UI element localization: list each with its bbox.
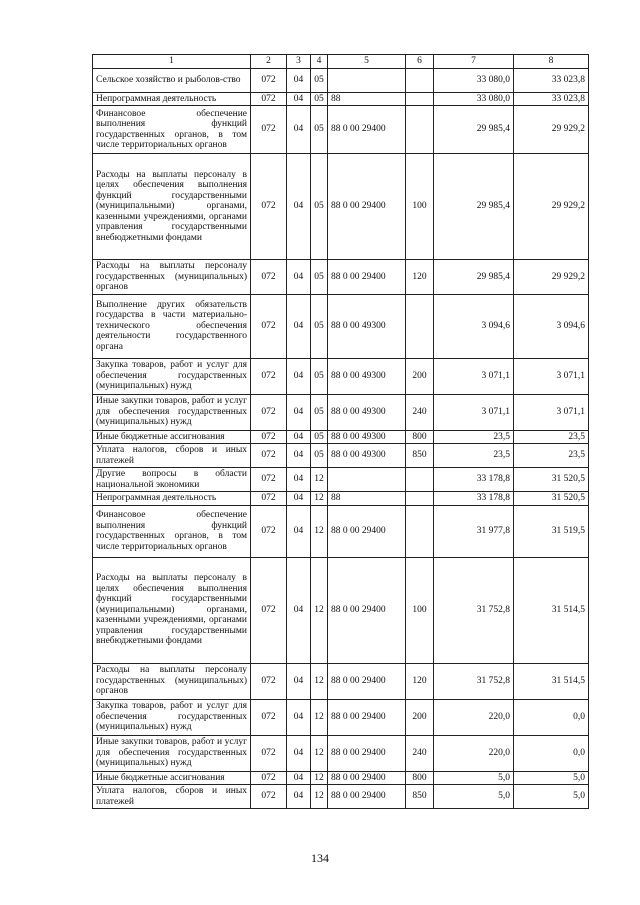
cell-expense-type: [406, 92, 434, 106]
cell-amount-year2: 29 929,2: [514, 260, 589, 295]
cell-target-article: 88 0 00 49300: [328, 394, 406, 430]
cell-amount-year2: 23,5: [514, 444, 589, 468]
header-cell: 2: [251, 55, 287, 69]
table-row: [93, 260, 589, 295]
cell-amount-year1: 5,0: [434, 771, 514, 785]
cell-amount-year1: 23,5: [434, 444, 514, 468]
cell-expense-type: 800: [406, 771, 434, 785]
cell-subsection: 05: [311, 430, 328, 444]
cell-section: 04: [287, 444, 311, 468]
cell-expense-type: 850: [406, 785, 434, 809]
cell-section: 04: [287, 394, 311, 430]
cell-amount-year1: 33 178,8: [434, 468, 514, 492]
budget-table: [92, 54, 589, 809]
cell-expense-type: [406, 294, 434, 358]
cell-admin-code: 072: [251, 444, 287, 468]
cell-expense-type: 120: [406, 260, 434, 295]
cell-admin-code: 072: [251, 557, 287, 663]
table-row: [93, 492, 589, 506]
cell-amount-year2: 3 094,6: [514, 294, 589, 358]
cell-name: Финансовое обеспечение выполнения функций государственных органов, в том числе территориальных органов: [93, 106, 251, 154]
cell-section: 04: [287, 735, 311, 771]
cell-section: 04: [287, 771, 311, 785]
cell-amount-year2: 31 520,5: [514, 492, 589, 506]
table-row: [93, 394, 589, 430]
cell-amount-year1: 3 071,1: [434, 394, 514, 430]
header-cell: 1: [93, 55, 251, 69]
cell-amount-year1: 220,0: [434, 735, 514, 771]
cell-admin-code: 072: [251, 468, 287, 492]
cell-section: 04: [287, 505, 311, 557]
cell-amount-year2: 31 520,5: [514, 468, 589, 492]
cell-expense-type: [406, 68, 434, 92]
cell-target-article: 88 0 00 29400: [328, 663, 406, 699]
cell-amount-year1: 3 071,1: [434, 358, 514, 394]
cell-amount-year1: 29 985,4: [434, 106, 514, 154]
cell-amount-year2: 33 023,8: [514, 68, 589, 92]
cell-subsection: 12: [311, 663, 328, 699]
cell-name: Выполнение других обязательств государства в части материально-технического обеспечения деятельности государственного органа: [93, 294, 251, 358]
table-row: [93, 557, 589, 663]
cell-amount-year1: 3 094,6: [434, 294, 514, 358]
cell-amount-year2: 33 023,8: [514, 92, 589, 106]
cell-amount-year2: 23,5: [514, 430, 589, 444]
table-body: [93, 68, 589, 809]
cell-section: 04: [287, 557, 311, 663]
cell-admin-code: 072: [251, 735, 287, 771]
table-row: [93, 699, 589, 735]
cell-target-article: 88 0 00 29400: [328, 557, 406, 663]
table-row: [93, 735, 589, 771]
cell-amount-year1: 23,5: [434, 430, 514, 444]
cell-expense-type: [406, 106, 434, 154]
cell-admin-code: 072: [251, 358, 287, 394]
header-cell: 8: [514, 55, 589, 69]
cell-target-article: 88: [328, 492, 406, 506]
cell-subsection: 12: [311, 771, 328, 785]
cell-target-article: 88 0 00 29400: [328, 771, 406, 785]
cell-subsection: 12: [311, 699, 328, 735]
cell-subsection: 12: [311, 492, 328, 506]
table-row: [93, 294, 589, 358]
table-row: [93, 430, 589, 444]
cell-target-article: 88 0 00 29400: [328, 505, 406, 557]
table-row: [93, 106, 589, 154]
cell-admin-code: 072: [251, 260, 287, 295]
cell-admin-code: 072: [251, 394, 287, 430]
header-cell: 7: [434, 55, 514, 69]
cell-expense-type: [406, 468, 434, 492]
cell-amount-year1: 5,0: [434, 785, 514, 809]
cell-expense-type: 850: [406, 444, 434, 468]
cell-name: Сельское хозяйство и рыболов-ство: [93, 68, 251, 92]
cell-section: 04: [287, 154, 311, 260]
cell-target-article: 88 0 00 29400: [328, 260, 406, 295]
page-number: 134: [311, 851, 329, 865]
table-row: [93, 68, 589, 92]
cell-section: 04: [287, 430, 311, 444]
cell-admin-code: 072: [251, 154, 287, 260]
cell-subsection: 12: [311, 557, 328, 663]
cell-admin-code: 072: [251, 430, 287, 444]
cell-admin-code: 072: [251, 106, 287, 154]
cell-amount-year2: 31 514,5: [514, 663, 589, 699]
cell-amount-year2: 29 929,2: [514, 154, 589, 260]
cell-subsection: 12: [311, 735, 328, 771]
cell-target-article: 88 0 00 29400: [328, 735, 406, 771]
cell-section: 04: [287, 106, 311, 154]
cell-target-article: 88 0 00 49300: [328, 294, 406, 358]
cell-name: Иные бюджетные ассигнования: [93, 430, 251, 444]
cell-amount-year1: 31 752,8: [434, 557, 514, 663]
cell-amount-year2: 29 929,2: [514, 106, 589, 154]
cell-section: 04: [287, 260, 311, 295]
cell-amount-year1: 33 080,0: [434, 68, 514, 92]
cell-amount-year2: 5,0: [514, 785, 589, 809]
cell-subsection: 05: [311, 444, 328, 468]
cell-name: Другие вопросы в области национальной экономики: [93, 468, 251, 492]
cell-target-article: [328, 468, 406, 492]
cell-expense-type: [406, 492, 434, 506]
cell-amount-year1: 29 985,4: [434, 260, 514, 295]
cell-amount-year1: 220,0: [434, 699, 514, 735]
cell-amount-year2: 31 514,5: [514, 557, 589, 663]
cell-admin-code: 072: [251, 785, 287, 809]
cell-amount-year2: 31 519,5: [514, 505, 589, 557]
cell-subsection: 05: [311, 358, 328, 394]
cell-target-article: 88 0 00 29400: [328, 699, 406, 735]
cell-section: 04: [287, 699, 311, 735]
cell-subsection: 05: [311, 294, 328, 358]
cell-name: Расходы на выплаты персоналу государственных (муниципальных) органов: [93, 260, 251, 295]
cell-amount-year2: 3 071,1: [514, 358, 589, 394]
table-row: [93, 444, 589, 468]
cell-admin-code: 072: [251, 492, 287, 506]
table-row: [93, 505, 589, 557]
cell-name: Расходы на выплаты персоналу государственных (муниципальных) органов: [93, 663, 251, 699]
cell-name: Закупка товаров, работ и услуг для обеспечения государственных (муниципальных) нужд: [93, 699, 251, 735]
cell-expense-type: 200: [406, 358, 434, 394]
cell-section: 04: [287, 294, 311, 358]
cell-amount-year2: 0,0: [514, 735, 589, 771]
header-cell: 5: [328, 55, 406, 69]
header-row: [93, 55, 589, 69]
cell-admin-code: 072: [251, 505, 287, 557]
cell-name: Непрограммная деятельность: [93, 492, 251, 506]
cell-target-article: 88 0 00 49300: [328, 444, 406, 468]
cell-admin-code: 072: [251, 68, 287, 92]
cell-name: Финансовое обеспечение выполнения функций государственных органов, в том числе территориальных органов: [93, 505, 251, 557]
cell-section: 04: [287, 68, 311, 92]
table-row: [93, 785, 589, 809]
table-row: [93, 154, 589, 260]
table-row: [93, 771, 589, 785]
cell-target-article: 88 0 00 29400: [328, 106, 406, 154]
cell-expense-type: 200: [406, 699, 434, 735]
header-cell: 3: [287, 55, 311, 69]
cell-amount-year1: 29 985,4: [434, 154, 514, 260]
cell-amount-year2: 3 071,1: [514, 394, 589, 430]
cell-section: 04: [287, 468, 311, 492]
cell-name: Иные закупки товаров, работ и услуг для обеспечения государственных (муниципальных) нужд: [93, 394, 251, 430]
cell-subsection: 05: [311, 260, 328, 295]
cell-name: Непрограммная деятельность: [93, 92, 251, 106]
table-row: [93, 92, 589, 106]
cell-expense-type: [406, 505, 434, 557]
cell-name: Иные бюджетные ассигнования: [93, 771, 251, 785]
cell-section: 04: [287, 492, 311, 506]
table-row: [93, 358, 589, 394]
table-row: [93, 663, 589, 699]
cell-admin-code: 072: [251, 699, 287, 735]
cell-target-article: 88 0 00 29400: [328, 154, 406, 260]
cell-admin-code: 072: [251, 771, 287, 785]
cell-target-article: 88 0 00 49300: [328, 358, 406, 394]
cell-amount-year1: 31 752,8: [434, 663, 514, 699]
cell-admin-code: 072: [251, 92, 287, 106]
cell-name: Расходы на выплаты персоналу в целях обеспечения выполнения функций государственными (муниципальными) органами, казенными учреждениями, органами управления государственными внебюджетными фондами: [93, 557, 251, 663]
cell-amount-year2: 0,0: [514, 699, 589, 735]
cell-target-article: 88 0 00 29400: [328, 785, 406, 809]
cell-amount-year2: 5,0: [514, 771, 589, 785]
cell-name: Уплата налогов, сборов и иных платежей: [93, 444, 251, 468]
cell-name: Уплата налогов, сборов и иных платежей: [93, 785, 251, 809]
cell-subsection: 05: [311, 394, 328, 430]
cell-subsection: 12: [311, 505, 328, 557]
cell-section: 04: [287, 785, 311, 809]
cell-name: Расходы на выплаты персоналу в целях обеспечения выполнения функций государственными (муниципальными) органами, казенными учреждениями, органами управления государственными внебюджетными фондами: [93, 154, 251, 260]
cell-amount-year1: 33 080,0: [434, 92, 514, 106]
cell-expense-type: 240: [406, 735, 434, 771]
cell-target-article: 88 0 00 49300: [328, 430, 406, 444]
cell-subsection: 05: [311, 106, 328, 154]
cell-amount-year1: 33 178,8: [434, 492, 514, 506]
table-row: [93, 468, 589, 492]
header-cell: 6: [406, 55, 434, 69]
cell-section: 04: [287, 358, 311, 394]
header-cell: 4: [311, 55, 328, 69]
cell-subsection: 12: [311, 785, 328, 809]
cell-subsection: 05: [311, 68, 328, 92]
cell-expense-type: 100: [406, 557, 434, 663]
cell-subsection: 05: [311, 92, 328, 106]
cell-section: 04: [287, 92, 311, 106]
cell-name: Закупка товаров, работ и услуг для обеспечения государственных (муниципальных) нужд: [93, 358, 251, 394]
cell-expense-type: 120: [406, 663, 434, 699]
cell-target-article: [328, 68, 406, 92]
cell-expense-type: 800: [406, 430, 434, 444]
cell-name: Иные закупки товаров, работ и услуг для обеспечения государственных (муниципальных) нужд: [93, 735, 251, 771]
cell-target-article: 88: [328, 92, 406, 106]
cell-amount-year1: 31 977,8: [434, 505, 514, 557]
cell-admin-code: 072: [251, 663, 287, 699]
cell-section: 04: [287, 663, 311, 699]
cell-expense-type: 100: [406, 154, 434, 260]
cell-admin-code: 072: [251, 294, 287, 358]
cell-subsection: 12: [311, 468, 328, 492]
cell-expense-type: 240: [406, 394, 434, 430]
cell-subsection: 05: [311, 154, 328, 260]
